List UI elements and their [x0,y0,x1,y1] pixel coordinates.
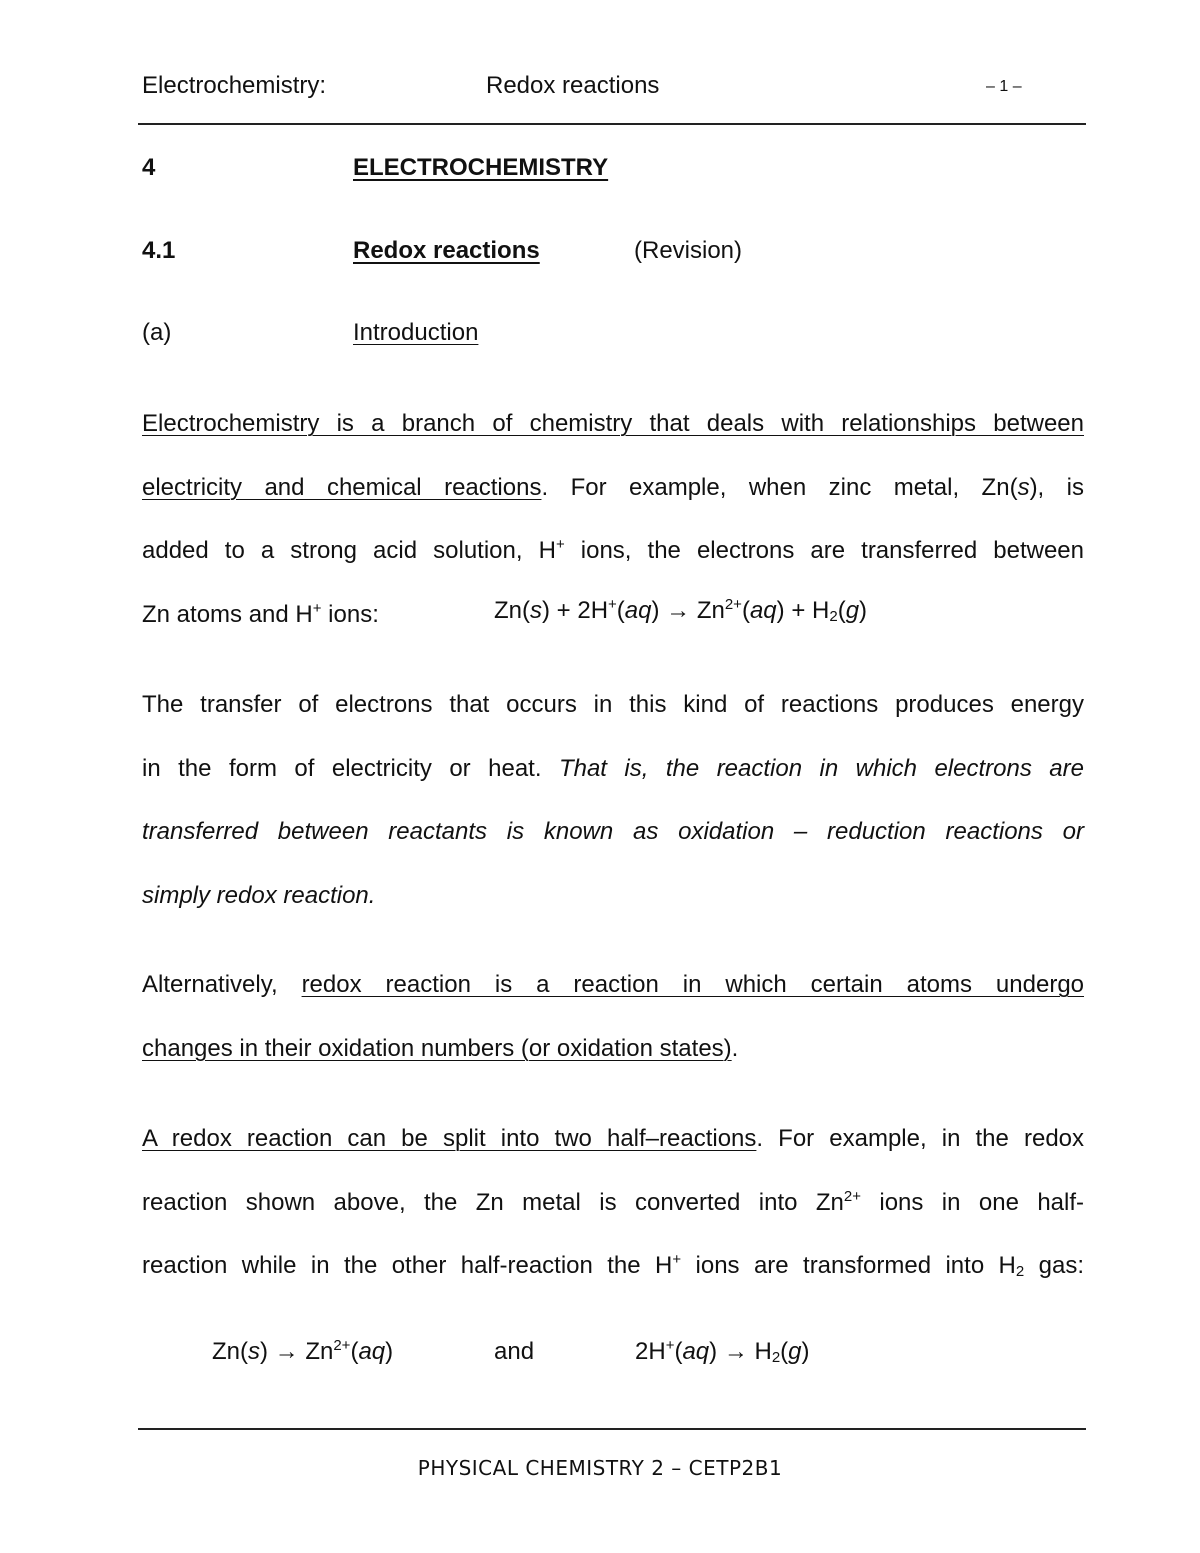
paragraph-half-reactions [142,1107,1084,1298]
chapter-number: 4 [142,154,156,181]
paragraph-line: reaction while in the other half-reaction the H+ ions are transformed into $H_2$ gas: [142,1251,1085,1280]
half-reaction-reduction: $2H^+(aq) \to H_2(g)$ [635,1337,810,1366]
paragraph-line: Zn atoms and H+ ions: [142,599,379,628]
paragraph-line: reaction shown above, the Zn metal is converted into $Zn^{2+}$ ions in one half- [142,1187,1085,1216]
running-header-title: Redox reactions [486,72,660,99]
paragraph-line: A redox reaction can be split into two half–reactions. For example, in the redox [142,1125,1085,1152]
paragraph-line: electricity and chemical reactions. For example, when zinc metal, Zn(s), is [142,473,1084,501]
overall-equation: $Zn(s) + 2H^+(aq) \to Zn^{2+}(aq) + H_2(g)$ [494,596,868,625]
page-number: – 1 – [986,78,1022,95]
paragraph-line: simply redox reaction. [142,881,376,909]
paragraph-line: changes in their oxidation numbers (or oxidation states). [142,1034,739,1062]
header-rule [138,123,1086,125]
running-header-left: Electrochemistry: [142,72,327,99]
paragraph-transfer [142,673,1084,927]
paragraph-line: The transfer of electrons that occurs in this kind of reactions produces energy [142,691,1084,718]
subsection-number: (a) [142,319,172,346]
paragraph-line: in the form of electricity or heat. That is, the reaction in which electrons are [142,754,1084,782]
section-number: 4.1 [142,237,176,264]
paragraph-line: transferred between reactants is known as oxidation – reduction reactions or [142,818,1084,845]
half-reaction-oxidation: $Zn(s) \to Zn^{2+}(aq)$ [212,1337,394,1365]
section-note: (Revision) [634,237,743,264]
paragraph-alternatively [142,953,1084,1080]
subsection-title: Introduction [353,319,479,346]
paragraph-line: added to a strong acid solution, H+ ions, the electrons are transferred between [142,536,1084,564]
chapter-title: ELECTROCHEMISTRY [353,154,609,181]
paragraph-line: Alternatively, redox reaction is a reaction in which certain atoms undergo [142,971,1085,998]
footer-rule [138,1428,1086,1430]
running-footer: PHYSICAL CHEMISTRY 2 – CETP2B1 [417,1456,783,1480]
section-title: Redox reactions [353,237,540,264]
paragraph-line: Electrochemistry is a branch of chemistry that deals with relationships between [142,410,1084,437]
half-reaction-connector: and [494,1338,535,1365]
